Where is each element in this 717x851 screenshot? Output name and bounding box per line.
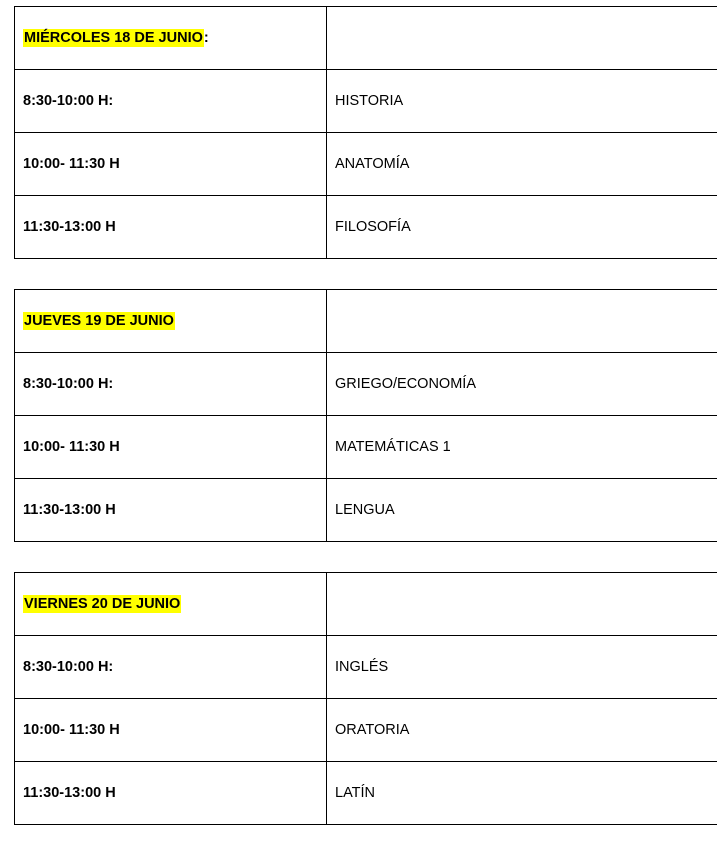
table-row: [15, 416, 717, 479]
time-cell: 8:30-10:00 H:: [15, 353, 327, 416]
day-label-highlight: JUEVES 19 DE JUNIO: [24, 313, 174, 329]
day-label-highlight: MIÉRCOLES 18 DE JUNIO: [24, 30, 203, 46]
time-cell: 8:30-10:00 H:: [15, 636, 327, 699]
day-label-suffix: :: [203, 30, 209, 46]
subject-cell: MATEMÁTICAS 1: [327, 416, 717, 479]
table-row: [15, 290, 717, 353]
time-cell: 10:00- 11:30 H: [15, 699, 327, 762]
table-row: [15, 699, 717, 762]
table-row: [15, 70, 717, 133]
schedule-table-friday: [14, 572, 717, 825]
subject-cell: HISTORIA: [327, 70, 717, 133]
day-header-empty-cell: [327, 7, 717, 70]
subject-cell: FILOSOFÍA: [327, 196, 717, 259]
subject-cell: ANATOMÍA: [327, 133, 717, 196]
day-header-empty-cell: [327, 573, 717, 636]
table-row: [15, 573, 717, 636]
day-header-cell: [15, 7, 327, 70]
subject-cell: ORATORIA: [327, 699, 717, 762]
table-row: [15, 353, 717, 416]
subject-cell: INGLÉS: [327, 636, 717, 699]
day-header-cell: [15, 290, 327, 353]
time-cell: 11:30-13:00 H: [15, 196, 327, 259]
time-cell: 10:00- 11:30 H: [15, 133, 327, 196]
time-cell: 11:30-13:00 H: [15, 762, 327, 825]
time-cell: 8:30-10:00 H:: [15, 70, 327, 133]
table-row: [15, 196, 717, 259]
day-label-highlight: VIERNES 20 DE JUNIO: [24, 596, 181, 612]
table-row: [15, 7, 717, 70]
table-row: [15, 636, 717, 699]
subject-cell: LATÍN: [327, 762, 717, 825]
day-header-cell: [15, 573, 327, 636]
table-row: [15, 133, 717, 196]
table-row: [15, 762, 717, 825]
time-cell: 10:00- 11:30 H: [15, 416, 327, 479]
day-header-empty-cell: [327, 290, 717, 353]
schedule-table-wednesday: [14, 6, 717, 259]
subject-cell: LENGUA: [327, 479, 717, 542]
time-cell: 11:30-13:00 H: [15, 479, 327, 542]
subject-cell: GRIEGO/ECONOMÍA: [327, 353, 717, 416]
schedule-table-thursday: [14, 289, 717, 542]
table-row: [15, 479, 717, 542]
